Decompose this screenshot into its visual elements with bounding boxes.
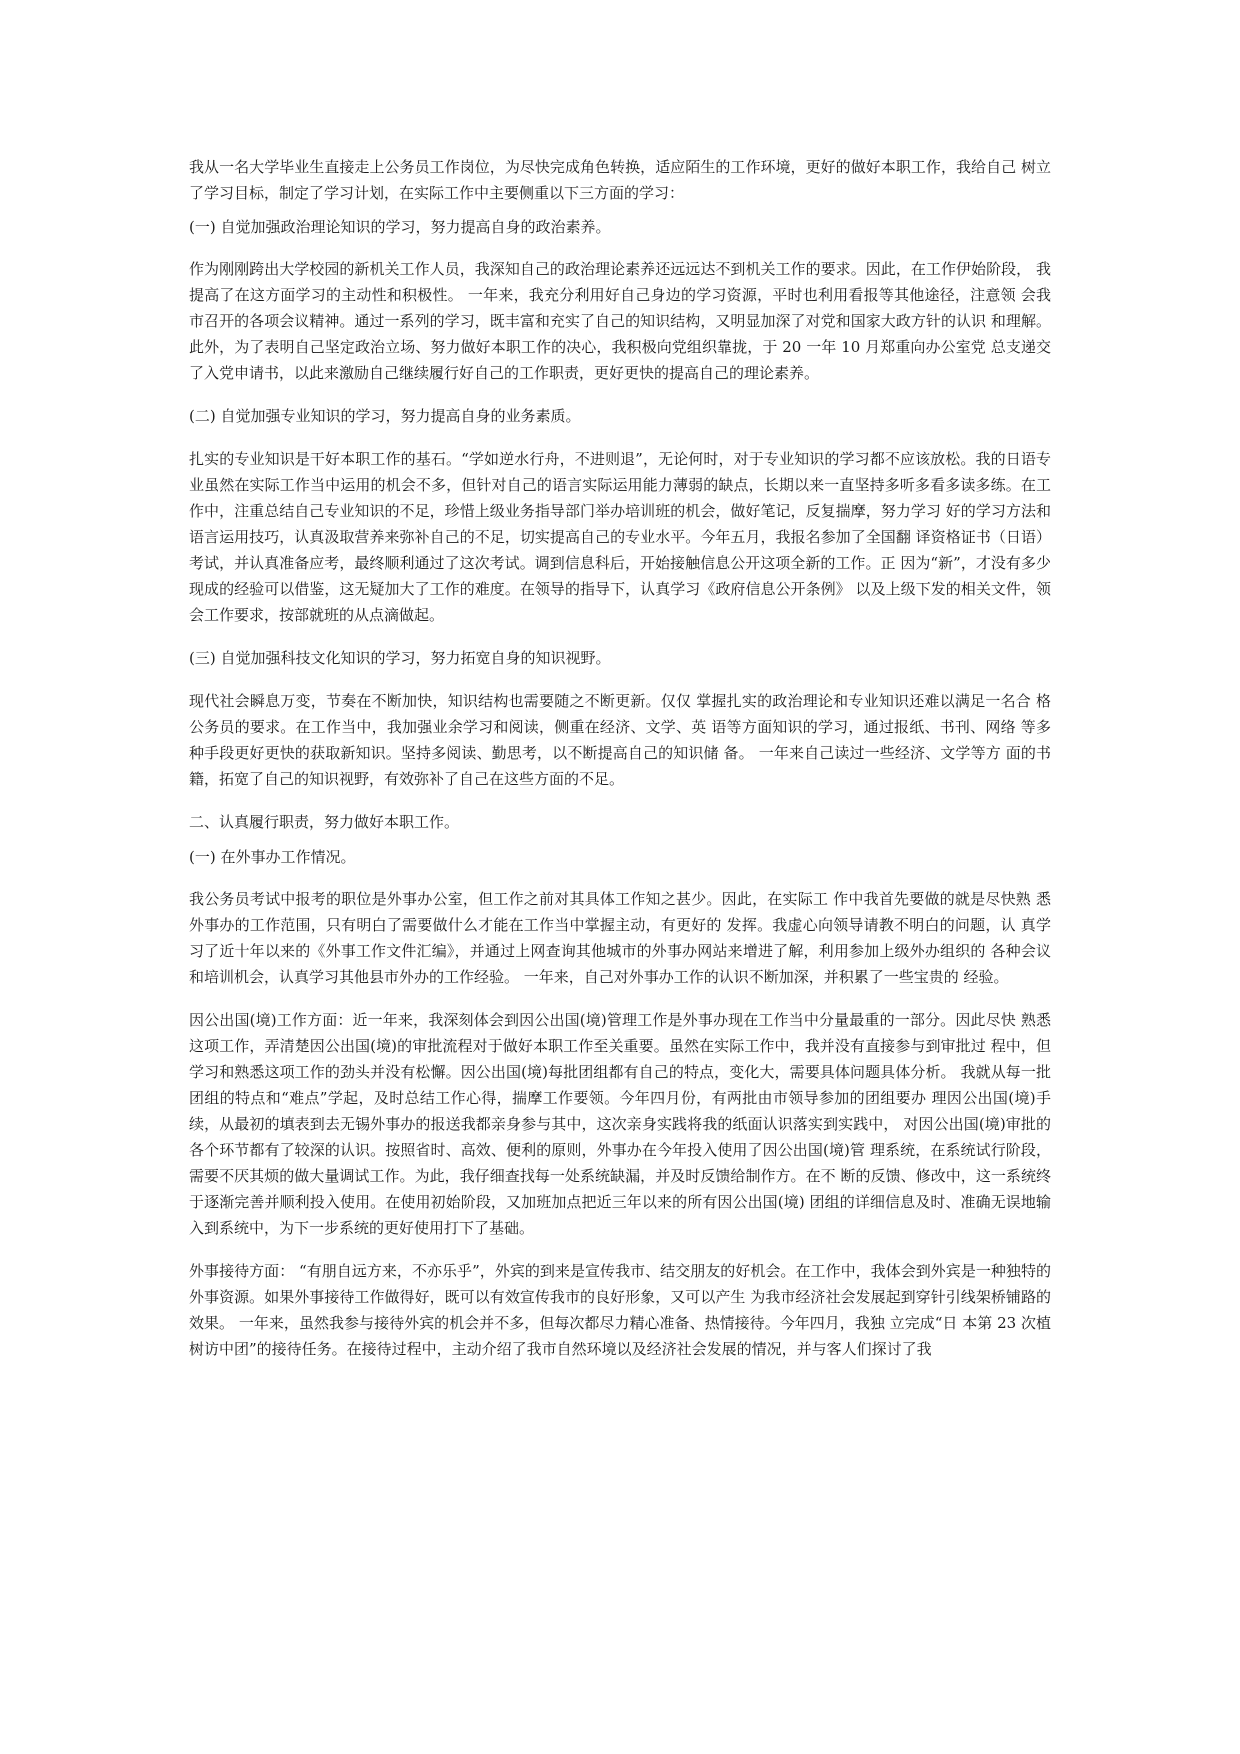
section-body-reception: 外事接待方面： “有朋自远方来，不亦乐乎”，外宾的到来是宣传我市、结交朋友的好机会。在工作中，我体会到外宾是一种独特的外事资源。如果外事接待工作做得好，既可以有效宣传我市的良好形象，又可以产生 为我市经济社会发展起到穿针引线架桥铺路的效果。 一年来，虽然我参与接待外宾的机会并不多，但每次都尽力精心准备、热情接待。今年四月，我独 立完成“日 本第 23 次植树访中团”的接待任务。在接待过程中，主动介绍了我市自然环境以及经济社会发展的情况，并与客人们探讨了我 [189,1262,1051,1358]
intro-paragraph: 我从一名大学毕业生直接走上公务员工作岗位，为尽快完成角色转换，适应陌生的工作环境，更好的做好本职工作，我给自己 树立了学习目标，制定了学习计划，在实际工作中主要侧重以下三方面的学习： [189,158,1051,202]
document-page [189,154,1051,1362]
section-body-culture-study: 现代社会瞬息万变，节奏在不断加快，知识结构也需要随之不断更新。仅仅 掌握扎实的政治理论和专业知识还难以满足一名合 格公务员的要求。在工作当中，我加强业余学习和阅读，侧重在经济、文学、英 语等方面知识的学习，通过报纸、书刊、网络 等多种手段更好更快的获取新知识。坚持多阅读、勤思考，以不断提高自己的知识储 备。 一年来自己读过一些经济、文学等方 面的书籍，拓宽了自己的知识视野，有效弥补了自己在这些方面的不足。 [189,692,1051,788]
section-heading-culture-study: (三) 自觉加强科技文化知识的学习，努力拓宽自身的知识视野。 [189,649,611,667]
section-body-political-study: 作为刚刚跨出大学校园的新机关工作人员，我深知自己的政治理论素养还远远达不到机关工作的要求。因此，在工作伊始阶段， 我提高了在这方面学习的主动性和积极性。 一年来，我充分利用好自己身边的学习资源，平时也利用看报等其他途径，注意领 会我市召开的各项会议精神。通过一系列的学习，既丰富和充实了自己的知识结构，又明显加深了对党和国家大政方针的认识 和理解。此外，为了表明自己坚定政治立场、努力做好本职工作的决心，我积极向党组织靠拢，于 20 一年 10 月郑重向办公室党 总支递交了入党申请书，以此来激励自己继续履行好自己的工作职责，更好更快的提高自己的理论素养。 [189,260,1051,382]
section-heading-political-study: (一) 自觉加强政治理论知识的学习，努力提高自身的政治素养。 [189,218,611,236]
section-body-outbound-travel: 因公出国(境)工作方面：近一年来，我深刻体会到因公出国(境)管理工作是外事办现在工作当中分量最重的一部分。因此尽快 熟悉这项工作，弄清楚因公出国(境)的审批流程对于做好本职工作至关重要。虽然在实际工作中，我并没有直接参与到审批过 程中，但学习和熟悉这项工作的劲头并没有松懈。因公出国(境)每批团组都有自己的特点，变化大，需要具体问题具体分析。 我就从每一批团组的特点和“难点”学起，及时总结工作心得，揣摩工作要领。今年四月份，有两批由市领导参加的团组要办 理因公出国(境)手续，从最初的填表到去无锡外事办的报送我都亲身参与其中，这次亲身实践将我的纸面认识落实到实践中， 对因公出国(境)审批的各个环节都有了较深的认识。按照省时、高效、便利的原则，外事办在今年投入使用了因公出国(境)管 理系统，在系统试行阶段，需要不厌其烦的做大量调试工作。为此，我仔细查找每一处系统缺漏，并及时反馈给制作方。在不 断的反馈、修改中，这一系统终于逐渐完善并顺利投入使用。在使用初始阶段，又加班加点把近三年以来的所有因公出国(境) 团组的详细信息及时、准确无误地输入到系统中，为下一步系统的更好使用打下了基础。 [189,1011,1051,1237]
section-body-professional-study: 扎实的专业知识是干好本职工作的基石。“学如逆水行舟，不进则退”，无论何时，对于专业知识的学习都不应该放松。我的日语专业虽然在实际工作当中运用的机会不多，但针对自己的语言实际运用能力薄弱的缺点，长期以来一直坚持多听多看多读多练。在工作中，注重总结自己专业知识的不足，珍惜上级业务指导部门举办培训班的机会，做好笔记，反复揣摩，努力学习 好的学习方法和语言运用技巧，认真汲取营养来弥补自己的不足，切实提高自己的专业水平。今年五月，我报名参加了全国翻 译资格证书（日语）考试，并认真准备应考，最终顺利通过了这次考试。调到信息科后，开始接触信息公开这项全新的工作。正 因为“新”，才没有多少现成的经验可以借鉴，这无疑加大了工作的难度。在领导的指导下，认真学习《政府信息公开条例》 以及上级下发的相关文件，领会工作要求，按部就班的从点滴做起。 [189,450,1051,624]
section-heading-foreign-affairs: (一) 在外事办工作情况。 [189,848,356,866]
section-body-foreign-affairs: 我公务员考试中报考的职位是外事办公室，但工作之前对其具体工作知之甚少。因此，在实际工 作中我首先要做的就是尽快熟 悉外事办的工作范围，只有明白了需要做什么才能在工作当中掌握主动，有更好的 发挥。我虚心向领导请教不明白的问题，认 真学习了近十年以来的《外事工作文件汇编》，并通过上网查询其他城市的外事办网站来增进了解，利用参加上级外办组织的 各种会议和培训机会，认真学习其他县市外办的工作经验。 一年来，自己对外事办工作的认识不断加深，并积累了一些宝贵的 经验。 [189,890,1051,986]
section-heading-professional-study: (二) 自觉加强专业知识的学习，努力提高自身的业务素质。 [189,407,581,425]
part-two-heading: 二、认真履行职责，努力做好本职工作。 [189,813,460,831]
